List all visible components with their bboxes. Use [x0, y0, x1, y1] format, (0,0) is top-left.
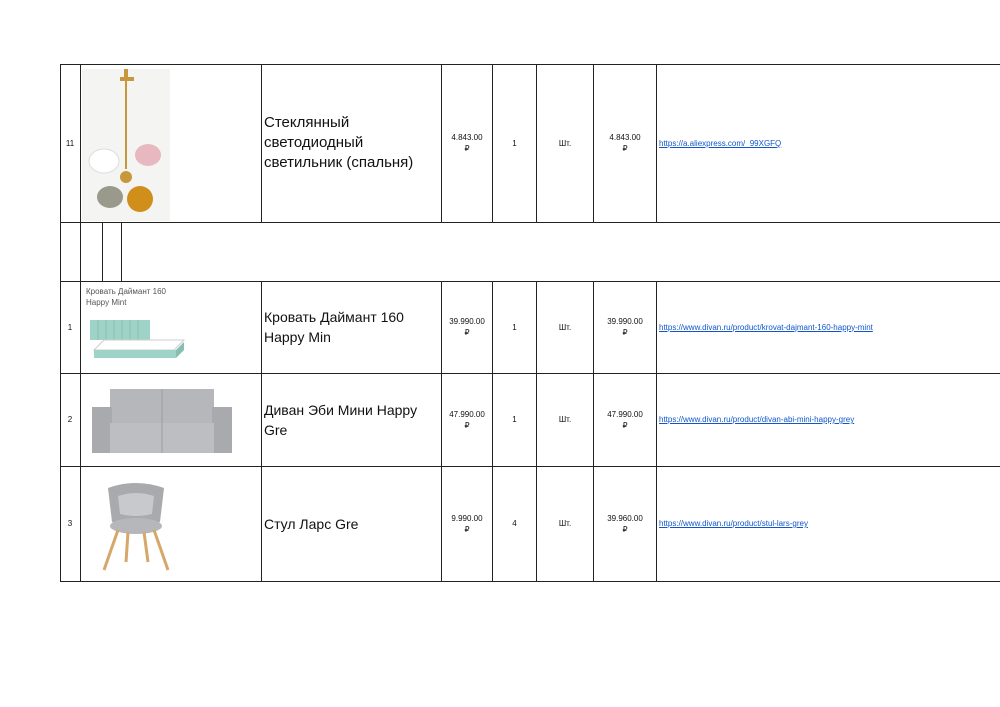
- unit: Шт.: [558, 322, 572, 332]
- row-number: 1: [67, 322, 73, 332]
- sofa-image: [88, 385, 236, 457]
- unit: Шт.: [558, 415, 572, 424]
- unit-price: 4.843.00 ₽: [451, 133, 483, 153]
- unit: Шт.: [558, 138, 572, 148]
- total-price: 39.990.00 ₽: [607, 317, 643, 337]
- bed-image-caption: Кровать Даймант 160 Happy Mint: [86, 287, 166, 307]
- product-name: Диван Эби Мини Happy Gre: [264, 401, 418, 438]
- product-link[interactable]: https://a.aliexpress.com/_99XGFQ: [659, 138, 782, 148]
- total-price: 4.843.00 ₽: [609, 133, 641, 153]
- product-name: Стеклянный светодиодный светильник (спальня): [264, 114, 414, 171]
- total-price: 47.990.00 ₽: [607, 409, 643, 430]
- product-link[interactable]: https://www.divan.ru/product/stul-lars-grey: [659, 519, 808, 528]
- product-name: Кровать Даймант 160 Happy Min: [264, 309, 404, 345]
- quantity: 1: [512, 415, 517, 424]
- product-link[interactable]: https://www.divan.ru/product/krovat-dajmant-160-happy-mint: [659, 322, 873, 332]
- quantity: 4: [512, 519, 517, 528]
- pendant-lamp-image: [82, 69, 170, 221]
- quantity: 1: [512, 138, 517, 148]
- total-price: 39.960.00 ₽: [607, 513, 643, 534]
- row-number: 11: [65, 138, 75, 148]
- product-link[interactable]: https://www.divan.ru/product/divan-abi-mini-happy-grey: [659, 415, 855, 424]
- row-number: 3: [67, 519, 73, 528]
- unit: Шт.: [558, 519, 572, 528]
- unit-price: 9.990.00 ₽: [451, 513, 483, 534]
- unit-price: 47.990.00 ₽: [449, 409, 485, 430]
- bed-image: [84, 284, 188, 370]
- product-name: Стул Ларс Gre: [264, 515, 359, 532]
- row-number: 2: [67, 415, 73, 424]
- chair-image: [96, 478, 176, 572]
- quantity: 1: [512, 322, 517, 332]
- unit-price: 39.990.00 ₽: [449, 317, 485, 337]
